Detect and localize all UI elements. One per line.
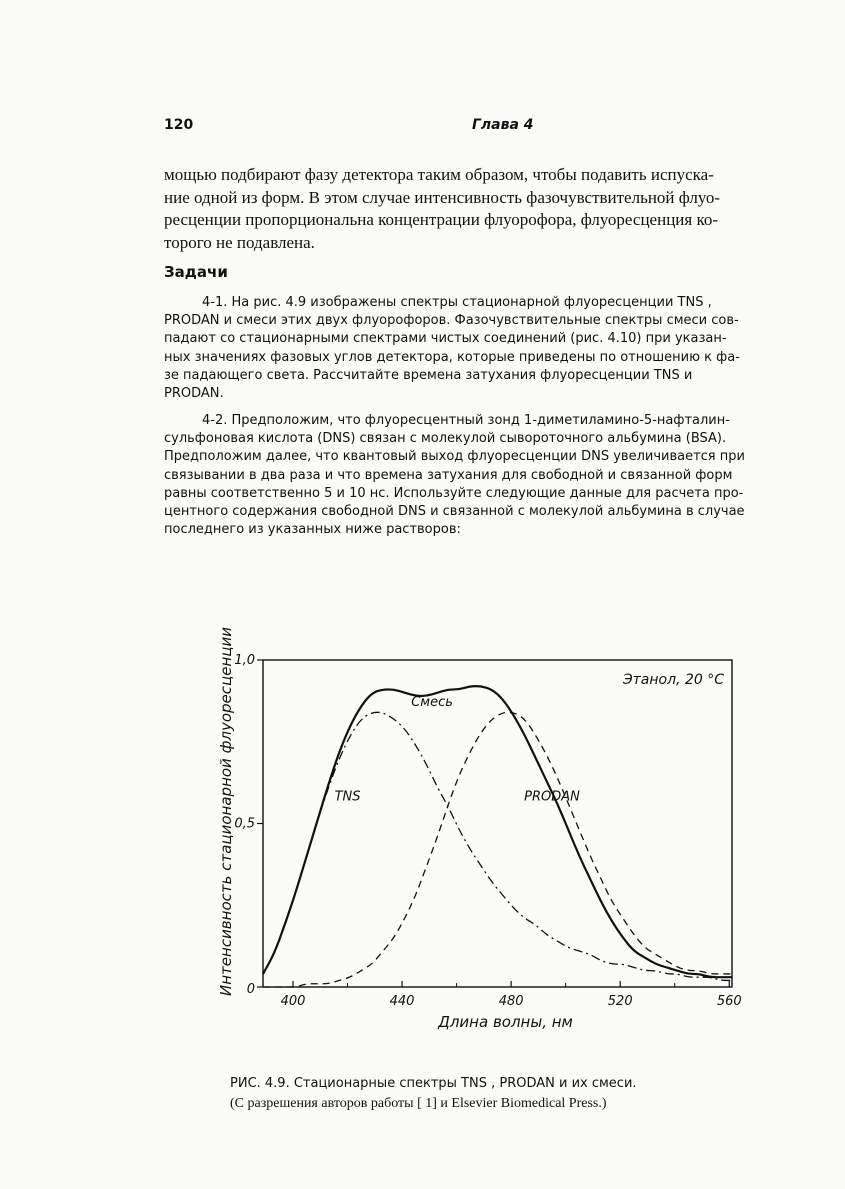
figure-caption [230, 1074, 637, 1114]
text-line: PRODAN и смеси этих двух флуорофоров. Фазочувствительные спектры смеси сов- [164, 313, 739, 329]
text-line: Предположим далее, что квантовый выход флуоресценции DNS увеличивается при [164, 449, 745, 465]
series-line-смесь [263, 686, 732, 977]
chart-annotation: Этанол, 20 °С [622, 672, 724, 688]
text-line: мощью подбирают фазу детектора таким образом, чтобы подавить испуска- [164, 165, 714, 184]
text-line: ресценции пропорциональна концентрации флуорофора, флуоресценция ко- [164, 210, 719, 230]
series-line-prodan [263, 712, 732, 987]
text-line: PRODAN. [164, 386, 224, 402]
x-tick-label: 400 [280, 994, 306, 1009]
curve-label: Смесь [411, 694, 453, 710]
x-tick-label: 440 [389, 994, 415, 1009]
spectra-chart [195, 618, 755, 1038]
text-line: связывании в два раза и что времена затухания для свободной и связанной форм [164, 467, 733, 483]
chart-area [217, 627, 742, 1031]
page-number: 120 [164, 117, 194, 133]
caption-line-2: (С разрешения авторов работы [ 1] и Elsevier Biomedical Press.) [230, 1096, 607, 1111]
curve-label: PRODAN [524, 789, 580, 805]
text-line: равны соответственно 5 и 10 нс. Используйте следующие данные для расчета про- [164, 485, 744, 501]
y-axis-label: Интенсивность стационарной флуоресценции [217, 627, 235, 996]
x-tick-label: 560 [716, 994, 742, 1009]
text-line: сульфоновая кислота (DNS) связан с молекулой сывороточного альбумина (BSA). [164, 431, 727, 447]
text-line: центного содержания свободной DNS и связанной с молекулой альбумина в случае [164, 504, 745, 520]
intro-paragraph [164, 164, 776, 254]
problem-4-1 [164, 294, 776, 403]
text-line: зе падающего света. Рассчитайте времена затухания флуоресценции TNS и [164, 367, 693, 383]
x-tick-label: 480 [498, 994, 524, 1009]
curve-label: TNS [334, 789, 361, 805]
problem-4-2 [164, 412, 776, 539]
y-tick-label: 0 [246, 982, 255, 997]
series-line-tns [263, 712, 732, 980]
x-axis-label: Длина волны, нм [438, 1013, 573, 1031]
text-line: ние одной из форм. В этом случае интенсивность фазочувствительной флуо- [164, 187, 721, 207]
text-line: падают со стационарными спектрами чистых соединений (рис. 4.10) при указан- [164, 331, 727, 347]
text-line: ных значениях фазовых углов детектора, которые приведены по отношению к фа- [164, 349, 740, 365]
text-line: 4-2. Предположим, что флуоресцентный зонд 1-диметиламино-5-нафталин- [202, 413, 730, 428]
y-tick-label: 1,0 [234, 653, 255, 668]
text-line: 4-1. На рис. 4.9 изображены спектры стационарной флуоресценции TNS , [202, 295, 712, 310]
running-head: Глава 4 [472, 117, 534, 133]
text-line: торого не подавлена. [164, 232, 315, 252]
plot-frame [263, 660, 732, 987]
caption-line-1: РИС. 4.9. Стационарные спектры TNS , PRODAN и их смеси. [230, 1076, 637, 1091]
text-line: последнего из указанных ниже растворов: [164, 522, 461, 538]
y-tick-label: 0,5 [234, 816, 255, 832]
section-title: Задачи [164, 263, 228, 281]
x-tick-label: 520 [607, 994, 633, 1009]
